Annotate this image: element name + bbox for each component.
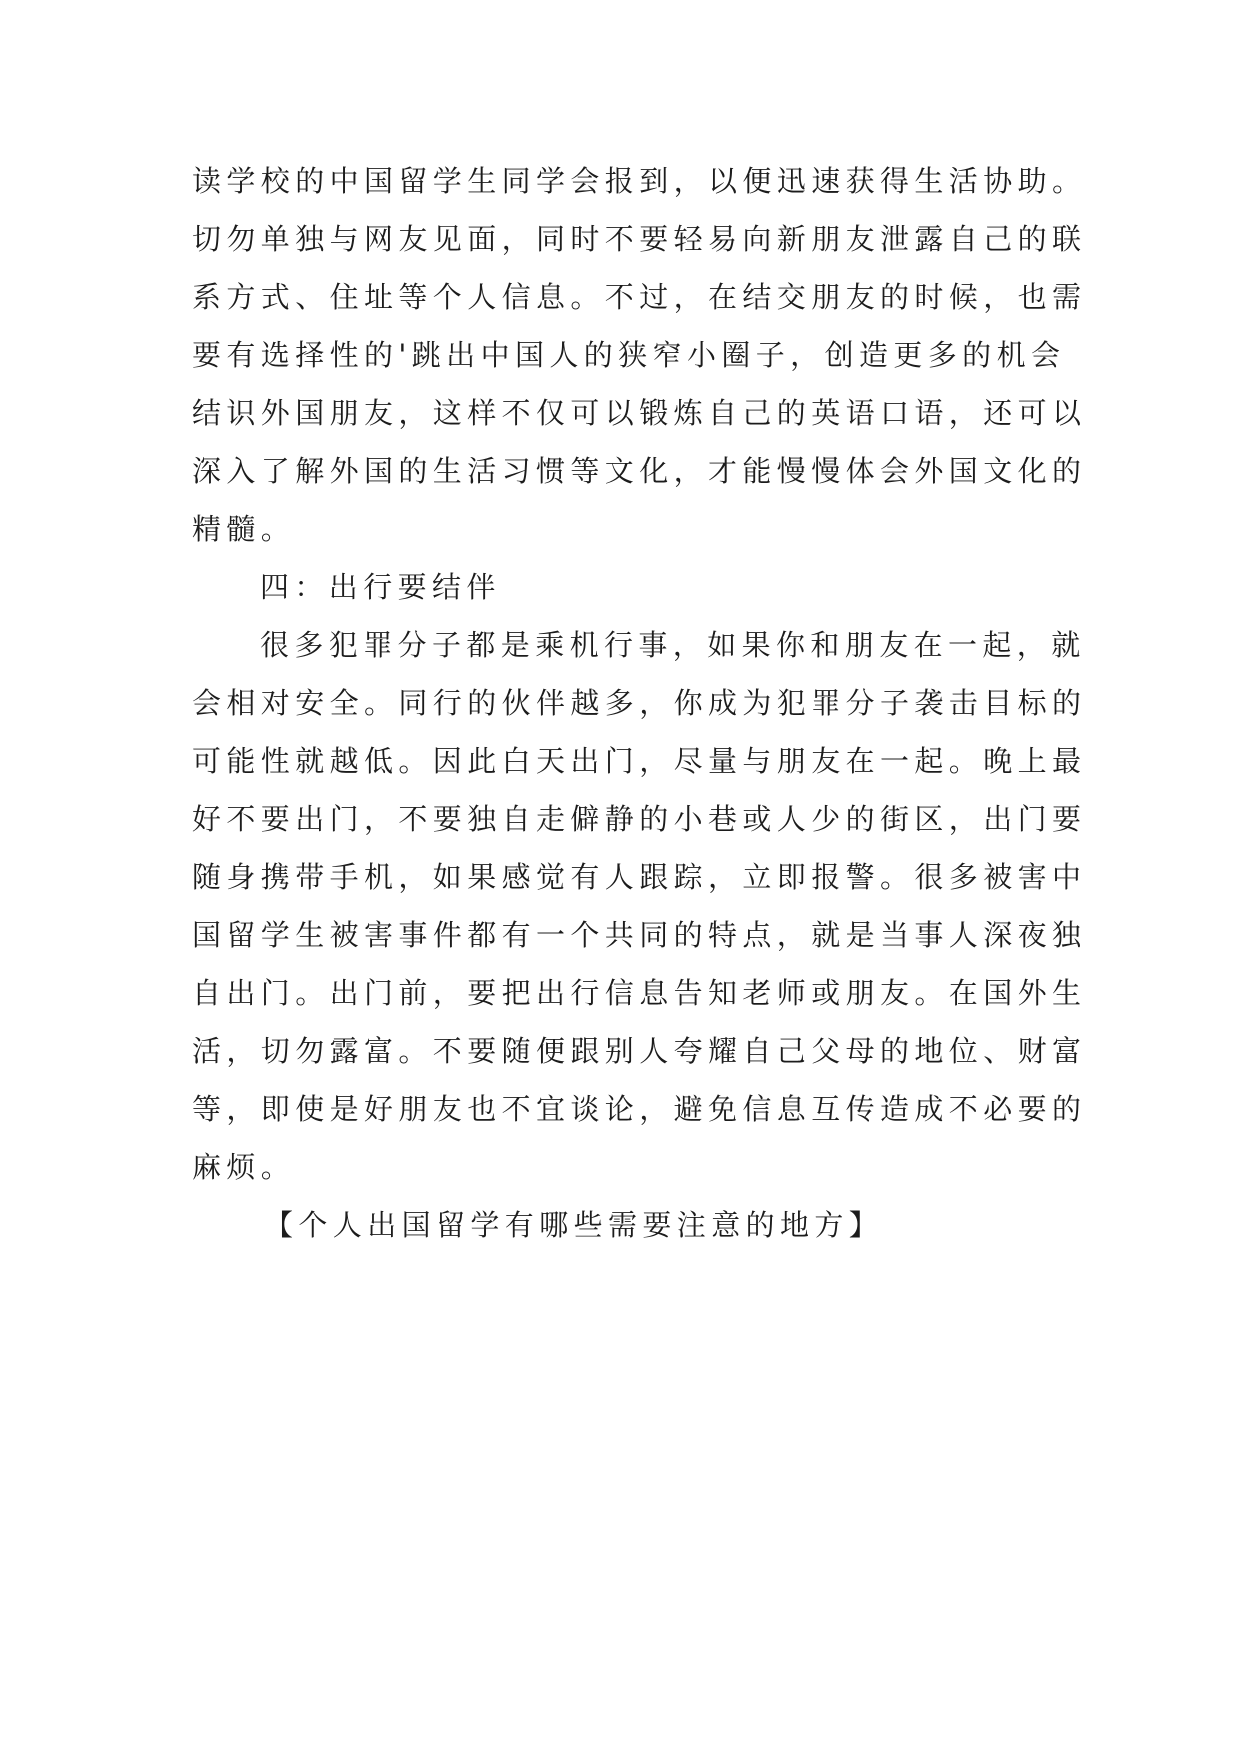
section-heading-text: 四：出行要结伴 [260, 570, 501, 604]
text-line: 自出门。出门前，要把出行信息告知老师或朋友。在国外生 [192, 976, 1087, 1010]
section-heading [192, 558, 1092, 616]
text-line: 精髓。 [192, 512, 296, 546]
text-line: 国留学生被害事件都有一个共同的特点，就是当事人深夜独 [192, 918, 1087, 952]
text-line: 可能性就越低。因此白天出门，尽量与朋友在一起。晚上最 [192, 744, 1087, 778]
text-line: 麻烦。 [192, 1150, 296, 1184]
text-line: 结识外国朋友，这样不仅可以锻炼自己的英语口语，还可以 [192, 396, 1087, 430]
document-body [192, 152, 1092, 1254]
text-line: 活，切勿露富。不要随便跟别人夸耀自己父母的地位、财富 [192, 1034, 1087, 1068]
text-line: 很多犯罪分子都是乘机行事，如果你和朋友在一起，就 [260, 628, 1086, 662]
text-line: 随身携带手机，如果感觉有人跟踪，立即报警。很多被害中 [192, 860, 1087, 894]
paragraph-2 [192, 616, 1092, 1196]
text-line: 会相对安全。同行的伙伴越多，你成为犯罪分子袭击目标的 [192, 686, 1087, 720]
text-line: 深入了解外国的生活习惯等文化，才能慢慢体会外国文化的 [192, 454, 1087, 488]
closing-title [192, 1196, 1092, 1254]
text-line: 读学校的中国留学生同学会报到，以便迅速获得生活协助。 [192, 164, 1087, 198]
closing-title-text: 【个人出国留学有哪些需要注意的地方】 [264, 1208, 884, 1242]
text-line: 要有选择性的'跳出中国人的狭窄小圈子，创造更多的机会 [192, 338, 1066, 372]
text-line: 切勿单独与网友见面，同时不要轻易向新朋友泄露自己的联 [192, 222, 1087, 256]
text-line: 系方式、住址等个人信息。不过，在结交朋友的时候，也需 [192, 280, 1087, 314]
paragraph-1 [192, 152, 1092, 558]
text-line: 好不要出门，不要独自走僻静的小巷或人少的街区，出门要 [192, 802, 1087, 836]
text-line: 等，即使是好朋友也不宜谈论，避免信息互传造成不必要的 [192, 1092, 1087, 1126]
